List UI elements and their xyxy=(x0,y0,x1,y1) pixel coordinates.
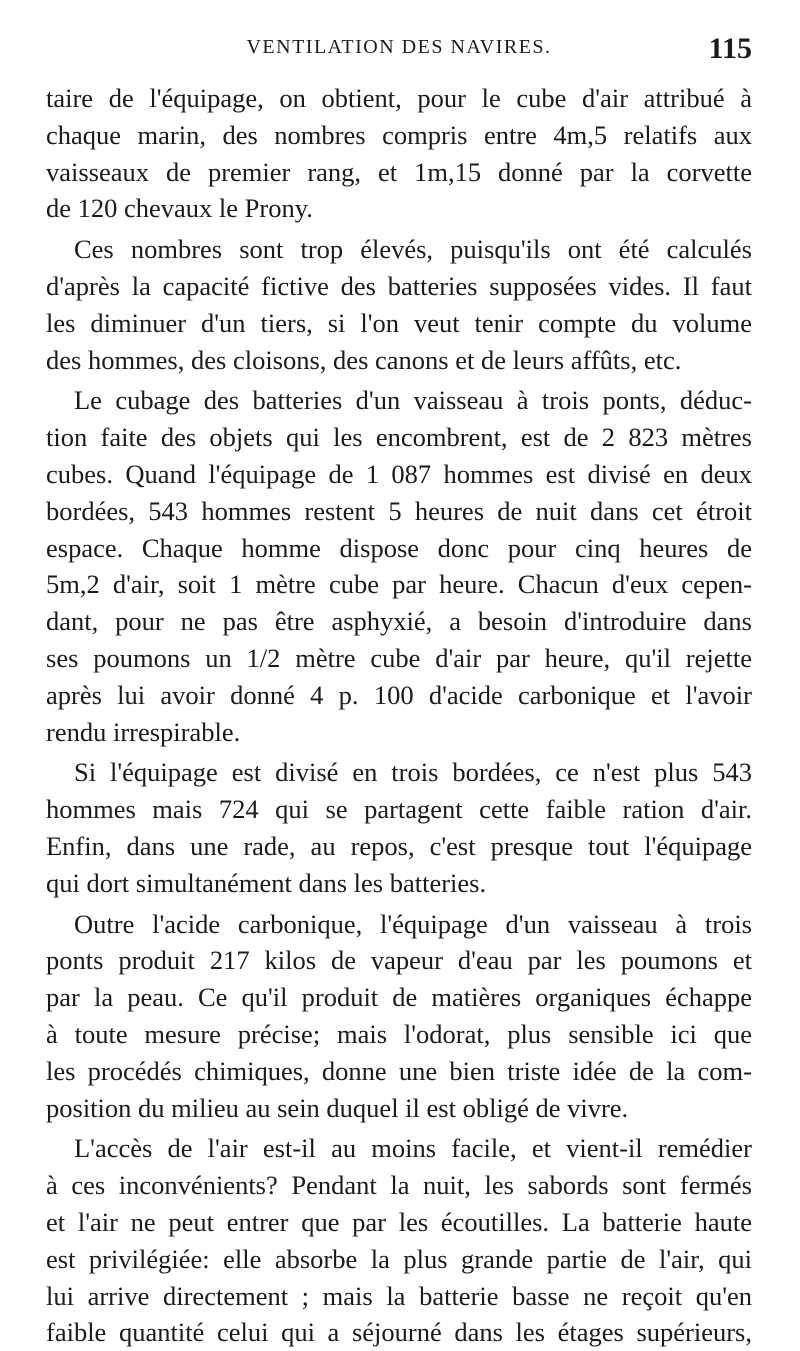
text-line: et l'air ne peut entrer que par les écoutilles. La batterie haute xyxy=(46,1206,752,1237)
paragraph xyxy=(46,231,752,378)
text-line: hommes mais 724 qui se partagent cette faible ration d'air. xyxy=(46,794,752,825)
text-line: Enfin, dans une rade, au repos, c'est presque tout l'équipage xyxy=(46,830,752,861)
running-title: VENTILATION DES NAVIRES. xyxy=(246,36,552,58)
text-line: cubes. Quand l'équipage de 1 087 hommes est divisé en deux xyxy=(46,458,752,489)
text-line: Si l'équipage est divisé en trois bordées, ce n'est plus 543 xyxy=(74,757,752,788)
text-line: à ces inconvénients? Pendant la nuit, les sabords sont fermés xyxy=(46,1170,752,1201)
text-line: des hommes, des cloisons, des canons et de leurs affûts, etc. xyxy=(46,344,682,375)
text-line: de 120 chevaux le Prony. xyxy=(46,193,313,224)
text-line: ses poumons un 1/2 mètre cube d'air par heure, qu'il rejette xyxy=(46,642,752,673)
text-line: d'après la capacité fictive des batteries supposées vides. Il faut xyxy=(46,270,752,301)
text-line: lui arrive directement ; mais la batterie basse ne reçoit qu'en xyxy=(46,1280,752,1311)
text-line: Ces nombres sont trop élevés, puisqu'ils ont été calculés xyxy=(74,234,752,265)
text-line: qui dort simultanément dans les batteries. xyxy=(46,867,487,898)
text-line: rendu irrespirable. xyxy=(46,716,241,747)
text-line: taire de l'équipage, on obtient, pour le cube d'air attribué à xyxy=(46,83,752,113)
text-line: 5m,2 d'air, soit 1 mètre cube par heure. Chacun d'eux cepen- xyxy=(46,569,752,600)
text-line: après lui avoir donné 4 p. 100 d'acide carbonique et l'avoir xyxy=(46,679,752,710)
paragraph xyxy=(46,754,752,901)
text-line: L'accès de l'air est-il au moins facile, et vient-il remédier xyxy=(74,1133,752,1164)
text-line: dant, pour ne pas être asphyxié, a besoin d'introduire dans xyxy=(46,606,752,637)
paragraph xyxy=(46,1130,752,1351)
text-line: les procédés chimiques, donne une bien triste idée de la com- xyxy=(46,1055,752,1086)
text-line: vaisseaux de premier rang, et 1m,15 donné par la corvette xyxy=(46,156,752,187)
text-line: ponts produit 217 kilos de vapeur d'eau par les poumons et xyxy=(46,945,752,976)
paragraph xyxy=(46,382,752,750)
paragraph xyxy=(46,906,752,1127)
text-line: par la peau. Ce qu'il produit de matières organiques échappe xyxy=(46,982,752,1013)
text-line: bordées, 543 hommes restent 5 heures de nuit dans cet étroit xyxy=(46,495,752,526)
text-line: est privilégiée: elle absorbe la plus grande partie de l'air, qui xyxy=(46,1243,752,1274)
text-line: tion faite des objets qui les encombrent, est de 2 823 mètres xyxy=(46,422,752,453)
text-line: à toute mesure précise; mais l'odorat, plus sensible ici que xyxy=(46,1018,752,1049)
text-line: Outre l'acide carbonique, l'équipage d'un vaisseau à trois xyxy=(74,908,752,939)
text-line: chaque marin, des nombres compris entre 4m,5 relatifs aux xyxy=(46,119,752,150)
text-line: espace. Chaque homme dispose donc pour cinq heures de xyxy=(46,532,752,563)
text-line: les diminuer d'un tiers, si l'on veut tenir compte du volume xyxy=(46,307,752,338)
text-line: Le cubage des batteries d'un vaisseau à trois ponts, déduc- xyxy=(74,385,752,416)
paragraph xyxy=(46,80,752,227)
page-header xyxy=(46,32,752,72)
text-line: position du milieu au sein duquel il est obligé de vivre. xyxy=(46,1092,629,1123)
page-number: 115 xyxy=(708,32,752,65)
body-text xyxy=(46,80,752,1351)
text-line: faible quantité celui qui a séjourné dans les étages supérieurs, xyxy=(46,1317,752,1348)
